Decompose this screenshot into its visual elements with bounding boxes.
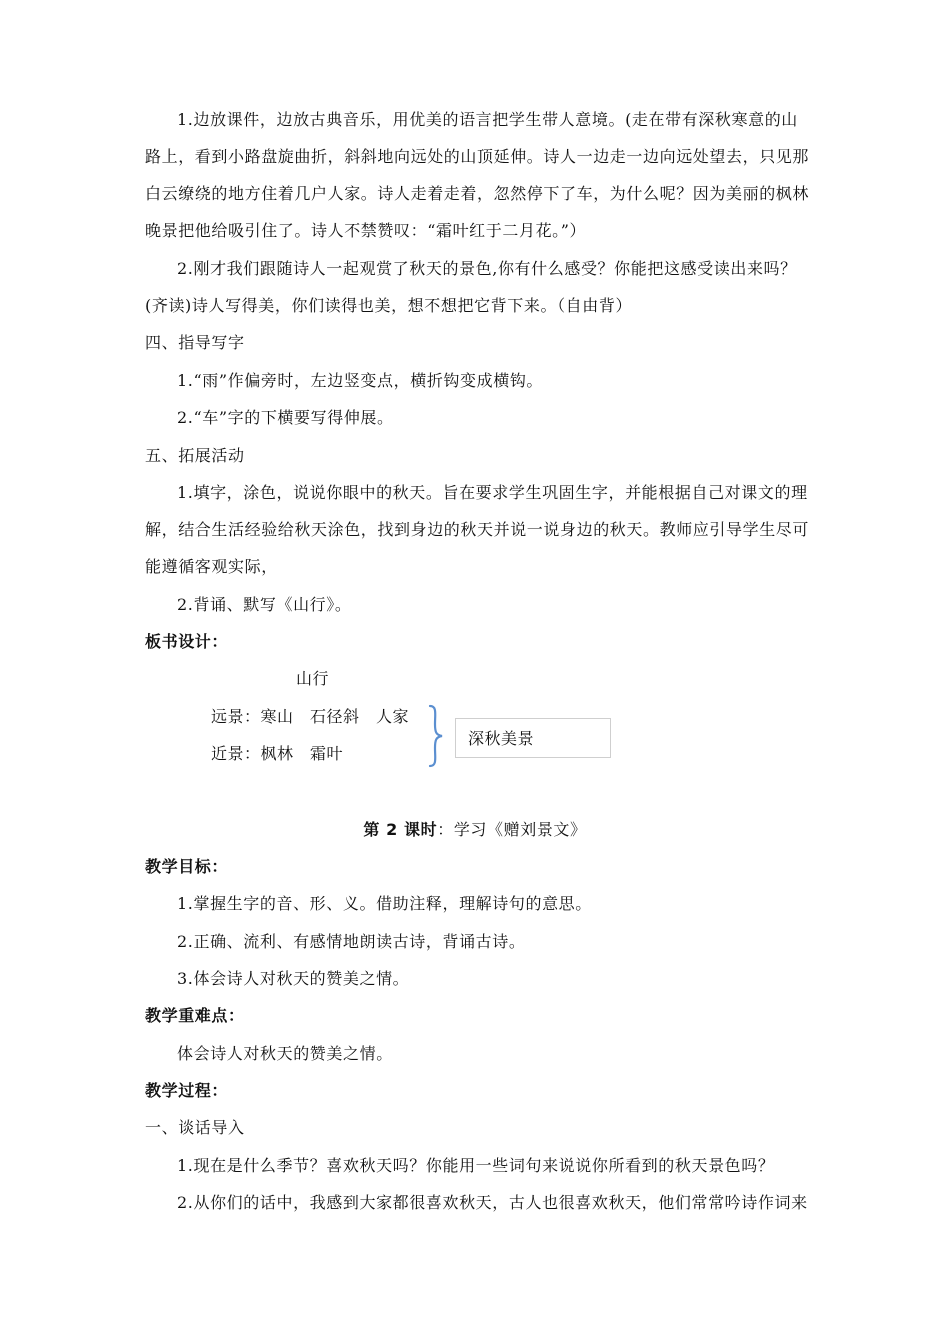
board-summary-text: 深秋美景 xyxy=(468,729,535,748)
paragraph-line: 2.刚才我们跟随诗人一起观赏了秋天的景色,你有什么感受？你能把这感受读出来吗？ xyxy=(177,259,797,278)
lesson-title xyxy=(0,820,950,840)
board-heading: 板书设计： xyxy=(145,632,229,651)
list-item: 1.现在是什么季节？喜欢秋天吗？你能用一些词句来说说你所看到的秋天景色吗？ xyxy=(177,1156,775,1175)
list-item: 1.“雨”作偏旁时，左边竖变点，横折钩变成横钩。 xyxy=(177,371,544,390)
goal-item: 3.体会诗人对秋天的赞美之情。 xyxy=(177,969,410,988)
process-heading: 教学过程： xyxy=(145,1081,229,1100)
key-points-heading: 教学重难点： xyxy=(145,1006,245,1025)
board-far-view: 远景：寒山 石径斜 人家 xyxy=(211,707,410,726)
lesson-title-text: ：学习《赠刘景文》 xyxy=(437,820,587,839)
list-item: 2.“车”字的下横要写得伸展。 xyxy=(177,408,394,427)
section-heading: 四、指导写字 xyxy=(145,333,245,352)
paragraph-line: 白云缭绕的地方住着几户人家。诗人走着走着，忽然停下了车，为什么呢？因为美丽的枫林 xyxy=(145,184,810,203)
list-item: 2.从你们的话中，我感到大家都很喜欢秋天，古人也很喜欢秋天，他们常常吟诗作词来 xyxy=(177,1193,808,1212)
board-title: 山行 xyxy=(296,669,330,688)
section-heading: 五、拓展活动 xyxy=(145,446,245,465)
board-summary-box xyxy=(455,718,611,758)
goal-item: 1.掌握生字的音、形、义。借助注释，理解诗句的意思。 xyxy=(177,894,592,913)
lesson-number: 第 2 课时 xyxy=(363,820,438,839)
list-item: 2.背诵、默写《山行》。 xyxy=(177,595,352,614)
paragraph-line: 1.边放课件，边放古典音乐，用优美的语言把学生带人意境。(走在带有深秋寒意的山 xyxy=(177,110,798,129)
paragraph-line: 晚景把他给吸引住了。诗人不禁赞叹：“霜叶红于二月花。”） xyxy=(145,221,587,240)
paragraph-line: (齐读)诗人写得美，你们读得也美，想不想把它背下来。（自由背） xyxy=(145,296,633,315)
goal-item: 2.正确、流利、有感情地朗读古诗，背诵古诗。 xyxy=(177,932,526,951)
paragraph-line: 路上，看到小路盘旋曲折，斜斜地向远处的山顶延伸。诗人一边走一边向远处望去，只见那 xyxy=(145,147,810,166)
curly-brace-icon xyxy=(424,704,446,768)
paragraph-line: 能遵循客观实际， xyxy=(145,557,278,576)
paragraph-line: 1.填字，涂色，说说你眼中的秋天。旨在要求学生巩固生字，并能根据自己对课文的理 xyxy=(177,483,808,502)
paragraph-line: 解，结合生活经验给秋天涂色，找到身边的秋天并说一说身边的秋天。教师应引导学生尽可 xyxy=(145,520,810,539)
goals-heading: 教学目标： xyxy=(145,857,229,876)
key-points-text: 体会诗人对秋天的赞美之情。 xyxy=(177,1044,393,1063)
board-near-view: 近景：枫林 霜叶 xyxy=(211,744,344,763)
section-heading: 一、谈话导入 xyxy=(145,1118,245,1137)
